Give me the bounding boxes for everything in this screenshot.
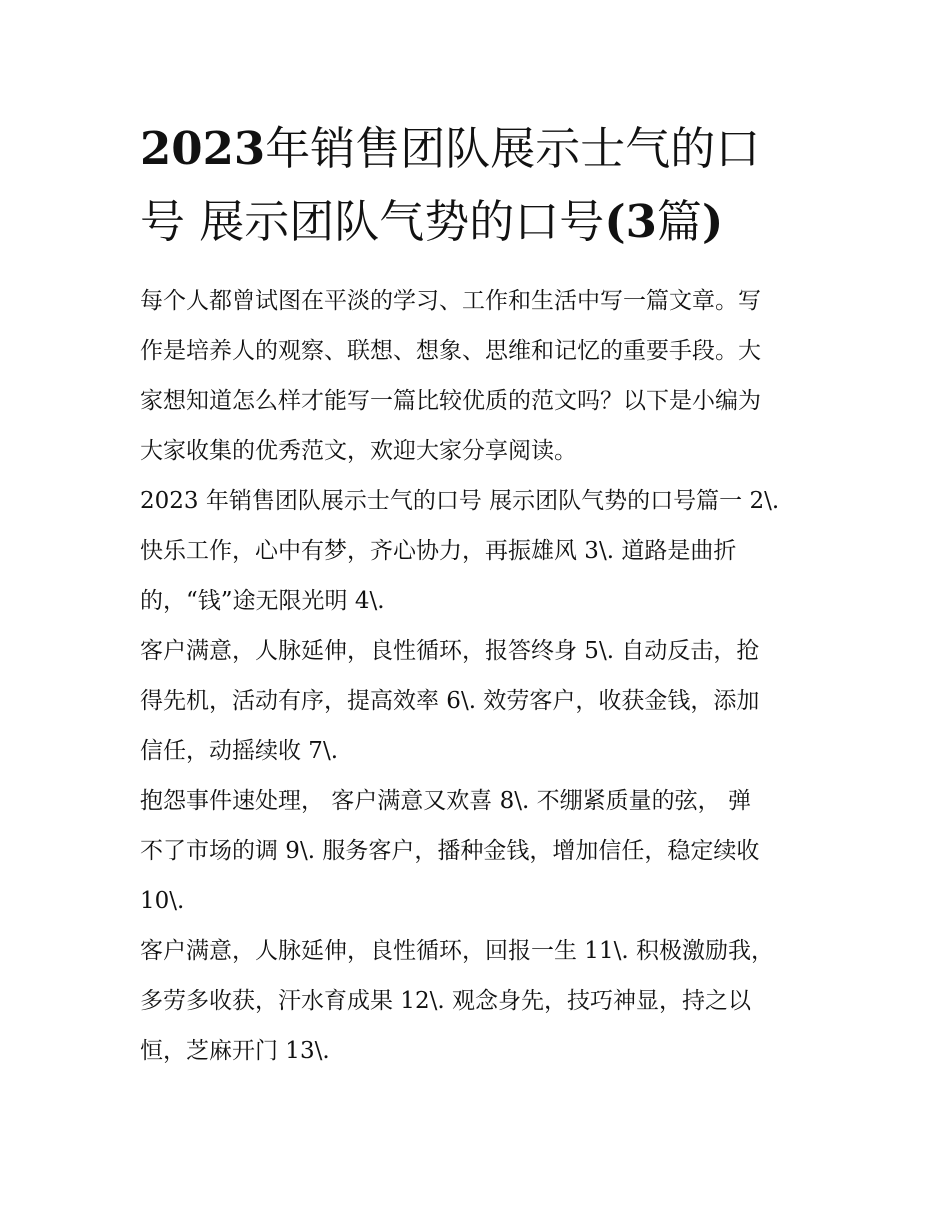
paragraph-line: 的，“钱”途无限光明 4\. (140, 588, 385, 614)
title-line-2-text: 号 展示团队气势的口号 (140, 195, 605, 248)
paragraph-line: 不了市场的调 9\. 服务客户，播种金钱，增加信任，稳定续收 (140, 838, 760, 864)
title-paren-open: (3 (604, 195, 657, 248)
paragraph-slogans-1 (140, 476, 830, 626)
title-line-2 (140, 185, 830, 258)
paragraph-line: 抱怨事件速处理， 客户满意又欢喜 8\. 不绷紧质量的弦， 弹 (140, 788, 751, 814)
paragraph-line: 恒，芝麻开门 13\. (140, 1038, 330, 1064)
paragraph-slogans-4 (140, 926, 830, 1076)
title-paren-close: ) (701, 195, 724, 248)
paragraph-line: 每个人都曾试图在平淡的学习、工作和生活中写一篇文章。写 (140, 288, 761, 314)
paragraph-line: 家想知道怎么样才能写一篇比较优质的范文吗？以下是小编为 (140, 388, 761, 414)
title-line-1-text: 年销售团队展示士气的口 (265, 122, 761, 175)
paragraph-slogans-3 (140, 776, 830, 926)
paragraph-line: 得先机，活动有序，提高效率 6\. 效劳客户，收获金钱，添加 (140, 688, 760, 714)
paragraph-slogans-2 (140, 626, 830, 776)
paragraph-line: 多劳多收获，汗水育成果 12\. 观念身先，技巧神显，持之以 (140, 988, 751, 1014)
document-title (140, 112, 830, 258)
paragraph-intro (140, 276, 830, 476)
title-line-1 (140, 112, 830, 185)
paragraph-line: 作是培养人的观察、联想、想象、思维和记忆的重要手段。大 (140, 338, 761, 364)
paragraph-line: 10\. (140, 888, 185, 914)
paragraph-line: 客户满意，人脉延伸，良性循环，报答终身 5\. 自动反击，抢 (140, 638, 760, 664)
paragraph-line: 信任，动摇续收 7\. (140, 738, 339, 764)
paragraph-line: 2023 年销售团队展示士气的口号 展示团队气势的口号篇一 2\. (140, 488, 780, 514)
paragraph-line: 客户满意，人脉延伸，良性循环，回报一生 11\. 积极激励我， (140, 938, 774, 964)
paragraph-line: 大家收集的优秀范文，欢迎大家分享阅读。 (140, 438, 577, 464)
title-year: 2023 (140, 122, 266, 175)
paragraph-line: 快乐工作，心中有梦，齐心协力，再振雄风 3\. 道路是曲折 (140, 538, 737, 564)
document-body (140, 276, 830, 1076)
title-pian: 篇 (656, 195, 702, 248)
